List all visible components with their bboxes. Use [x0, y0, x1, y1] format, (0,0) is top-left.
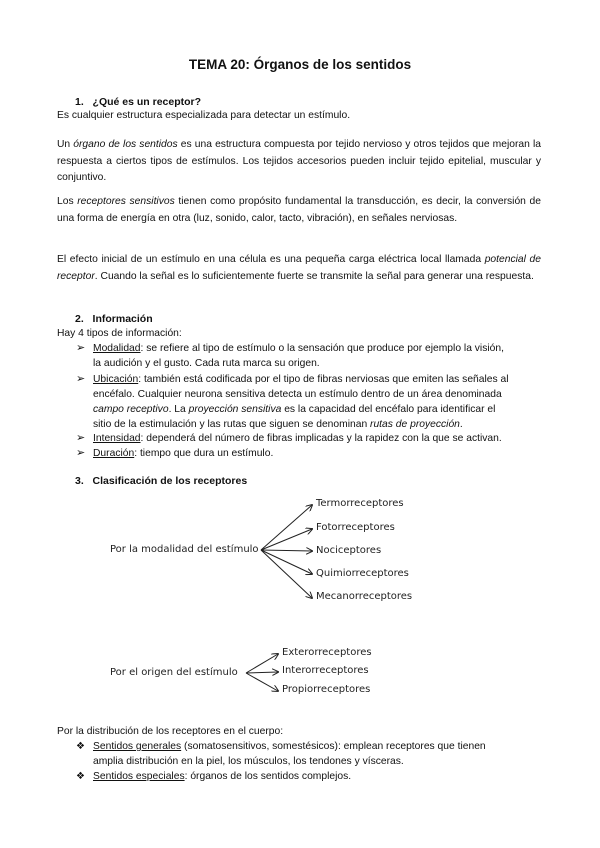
diamond-bullet-icon: ❖	[76, 771, 85, 782]
arrow-1	[261, 505, 312, 550]
arrow-5	[261, 550, 312, 598]
arrow-6	[246, 654, 278, 673]
diagram-1-target: Fotorreceptores	[316, 522, 395, 533]
emphasis: proyección sensitiva	[188, 404, 282, 415]
item-sentidos-generales-cont: amplia distribución en la piel, los músculos, los tendones y vísceras.	[93, 756, 404, 767]
emphasis: potencial de receptor	[57, 254, 541, 282]
arrow-bullet-icon: ➢	[76, 373, 86, 385]
item-sentidos-especiales	[93, 769, 351, 785]
item-modalidad-cont: la audición y el gusto. Cada ruta marca su origen.	[93, 358, 320, 369]
section-title: ¿Qué es un receptor?	[92, 96, 202, 108]
info-intro: Hay 4 tipos de información:	[57, 328, 182, 339]
text: es una estructura compuesta por tejido nervioso y otros tejidos que mejoran la respuesta a ciertos tipos de estímulos. Los tejidos accesorios pueden incluir tejido epitelial, muscular y conjuntivo.	[57, 139, 541, 183]
text: sitio de la estimulación y las rutas que siguen se denominan	[93, 419, 371, 430]
arrow-2	[261, 529, 312, 550]
receptor-definition: Es cualquier estructura especializada para detectar un estímulo.	[57, 110, 351, 121]
diagram-2-target: Interorreceptores	[282, 665, 369, 676]
arrow-7	[246, 672, 278, 673]
text: : tiempo que dura un estímulo.	[134, 448, 274, 459]
diagram-1-target: Termorreceptores	[316, 498, 404, 509]
text: : se refiere al tipo de estímulo o la sensación que produce por ejemplo la visión,	[140, 343, 504, 354]
diagram-2-target: Propiorreceptores	[282, 684, 371, 695]
arrow-4	[261, 550, 312, 574]
item-sentidos-generales	[93, 739, 486, 755]
text: .	[459, 419, 463, 430]
text: (somatosensitivos, somestésicos): emplean receptores que tienen	[181, 741, 486, 752]
term: Sentidos especiales	[93, 771, 185, 782]
section-number: 3.	[75, 475, 84, 487]
text: es la capacidad del encéfalo para identificar el	[281, 404, 496, 415]
emphasis: campo receptivo	[93, 404, 169, 415]
emphasis: receptores sensitivos	[77, 196, 175, 207]
text: : órganos de los sentidos complejos.	[184, 771, 352, 782]
arrow-8	[246, 673, 278, 691]
term: Duración	[93, 448, 135, 459]
emphasis: órgano de los sentidos	[73, 139, 178, 150]
text: . La	[168, 404, 189, 415]
section-title: Información	[92, 313, 153, 325]
text: El efecto inicial de un estímulo en una célula es una pequeña carga eléctrica local llamada	[57, 254, 485, 265]
emphasis: rutas de proyección	[370, 419, 460, 430]
text: tienen como propósito fundamental la transducción, es decir, la conversión de una forma de energía en otra (luz, sonido, calor, tacto, vibración), en señales nerviosas.	[57, 196, 541, 224]
arrow-3	[261, 550, 312, 551]
text: Los	[57, 196, 78, 207]
term: Intensidad	[93, 433, 141, 444]
diagram-1-target: Quimiorreceptores	[316, 568, 409, 579]
text: Un	[57, 139, 74, 150]
diagram-2-target: Exterorreceptores	[282, 647, 372, 658]
diamond-bullet-icon: ❖	[76, 741, 85, 752]
term: Sentidos generales	[93, 741, 182, 752]
arrow-bullet-icon: ➢	[76, 432, 86, 444]
distribution-intro: Por la distribución de los receptores en el cuerpo:	[57, 726, 284, 737]
diagram-1-target: Mecanorreceptores	[316, 591, 413, 602]
text: . Cuando la señal es lo suficientemente fuerte se transmite la señal para generar una respuesta.	[94, 270, 534, 282]
section-title: Clasificación de los receptores	[92, 475, 248, 487]
item-ubicacion-l2: encéfalo. Cualquier neurona sensitiva detecta un estímulo dentro de un área denominada	[93, 389, 502, 400]
term: Ubicación	[93, 374, 139, 385]
diagram-2-source: Por el origen del estímulo	[110, 667, 238, 678]
arrow-bullet-icon: ➢	[76, 447, 86, 459]
section-number: 2.	[75, 313, 84, 325]
text: : dependerá del número de fibras implicadas y la rapidez con la que se activan.	[140, 433, 502, 444]
diagram-1-source: Por la modalidad del estímulo	[110, 544, 259, 555]
diagram-1-target: Nociceptores	[316, 545, 382, 556]
term: Modalidad	[93, 343, 141, 354]
text: : también está codificada por el tipo de fibras nerviosas que emiten las señales al	[138, 374, 509, 385]
section-number: 1.	[75, 96, 84, 108]
arrow-bullet-icon: ➢	[76, 342, 86, 354]
page-title: TEMA 20: Órganos de los sentidos	[188, 57, 412, 72]
